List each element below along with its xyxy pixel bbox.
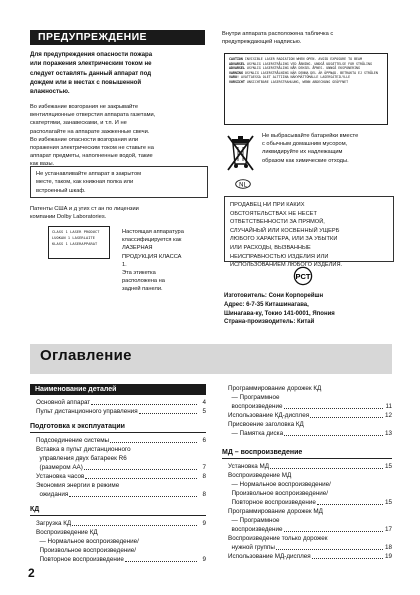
toc-entry-title: Присвоение заголовка КД <box>228 421 304 428</box>
toc-entry-page: 9 <box>202 520 206 527</box>
caution-label-plate <box>224 53 388 125</box>
caution-row-label: CAUTION <box>229 57 243 61</box>
toc-entry-title: — Программное <box>228 394 280 401</box>
toc-entry-page: 8 <box>202 491 206 498</box>
caution-row-label: VARO! <box>229 75 239 80</box>
dot-leader <box>284 531 383 532</box>
dot-leader <box>91 404 197 405</box>
contents-right-column <box>222 384 392 561</box>
manufacturer-line: Шинагава-ку, Токио 141-0001, Япония <box>224 310 335 317</box>
caution-row-text: USYNLIG LASERSTRÅLING VED ÅBNING. UNDGÅ UDSÆTTELSE FOR STRÅLING <box>246 61 372 66</box>
toc-entry-title: Экономия энергии в режиме <box>36 482 120 489</box>
toc-entry-title: Использование КД-дисплея <box>228 412 310 419</box>
toc-entry-last-line <box>36 555 206 564</box>
plate-intro-line: предупреждающей надписью. <box>222 39 302 46</box>
warning-body-line: Во избежание опасности возгорания или <box>30 136 139 143</box>
dot-leader <box>284 408 383 409</box>
warning-bold-text <box>30 50 210 96</box>
patent-line: компании Dolby Laboratories. <box>30 214 107 221</box>
toc-entry-title: Пульт дистанционного управления <box>36 408 138 415</box>
toc-entry-title: Установка МД <box>228 463 270 470</box>
toc-entry-title: Произвольное воспроизведение/ <box>228 490 329 497</box>
warning-body-text <box>30 103 210 169</box>
toc-entry-last-line <box>228 402 392 411</box>
caution-row-label: ADVARSEL <box>229 61 245 66</box>
toc-entry-title: — Нормальное воспроизведение/ <box>228 481 331 488</box>
toc-entry-page: 6 <box>202 437 206 444</box>
caution-row-text: AVATTAESSA OLET ALTTIINA NÄKYMÄTTÖMÄLLE LASERSÄTEILYLLE <box>240 75 351 80</box>
toc-entry[interactable] <box>222 471 392 507</box>
disclaimer-line: ИСПОЛЬЗОВАНИЕМ ЛЮБОГО ИЗДЕЛИЯ. <box>230 262 343 269</box>
manufacturer-line: Страна-производитель: Китай <box>224 319 315 326</box>
warning-bold-line: дождем или в местах с повышенной <box>30 78 142 86</box>
toc-entry-page: 19 <box>384 553 392 560</box>
dot-leader <box>85 478 197 479</box>
section-heading-setup: Подготовка к эксплуатации <box>30 422 206 433</box>
pct-certification-icon <box>293 266 313 286</box>
toc-entry-title: Использование МД-дисплея <box>228 553 311 560</box>
toc-entry-title: воспроизведение <box>228 526 283 533</box>
battery-text-line: ликвидируйте их надлежащим <box>262 149 343 156</box>
crossed-out-bin-icon <box>224 130 257 174</box>
toc-entry-title: Основной аппарат <box>36 399 91 406</box>
toc-entry-title: — Памятка диска <box>228 430 284 437</box>
toc-entry-title: управления двух батареек R6 <box>36 455 127 462</box>
battery-text-line: с обычным домашним мусором, <box>262 141 348 148</box>
toc-entry-title: Произвольное воспроизведение/ <box>36 547 137 554</box>
toc-entry-title: нужной группы <box>228 544 275 551</box>
toc-entry-page: 12 <box>384 412 392 419</box>
warning-body-line: как вазы. <box>30 161 55 168</box>
installation-notice-line: месте, таком, как книжная полка или <box>36 179 134 186</box>
toc-entry[interactable] <box>30 472 206 481</box>
section-heading-cd: КД <box>30 505 206 516</box>
plate-intro-line: Внутри аппарата расположена табличка с <box>222 31 334 37</box>
warning-body-line: Во избежание возгорания не закрывайте <box>30 104 139 110</box>
toc-entry-title: воспроизведение <box>228 403 283 410</box>
toc-entry-title: Загрузка КД <box>36 520 72 527</box>
manufacturer-line: Адрес: 6-7-35 Киташинагава, <box>224 301 309 308</box>
warning-bold-line: влажностью. <box>30 88 70 96</box>
toc-entry-page: 17 <box>384 526 392 533</box>
toc-entry[interactable] <box>222 507 392 534</box>
toc-entry-title: Повторное воспроизведение <box>228 499 316 506</box>
dot-leader <box>72 525 197 526</box>
nl-mark-icon <box>235 176 251 189</box>
toc-entry[interactable] <box>222 534 392 552</box>
warning-body-line: скатертями, занавесками, и т.п. И не <box>30 120 127 127</box>
disclaimer-line: ОБСТОЯТЕЛЬСТВАХ НЕ НЕСЕТ <box>230 210 317 217</box>
page-number: 2 <box>28 566 35 580</box>
toc-entry-page: 7 <box>202 464 206 471</box>
disclaimer-line: ЛЮБОГО ХАРАКТЕРА, ИЛИ ЗА УБЫТКИ <box>230 236 338 243</box>
caution-row-text: UNSICHTBARE LASERSTRAHLUNG, WENN ABDECKUNG GEÖFFNET <box>246 79 349 84</box>
toc-entry[interactable] <box>30 398 206 407</box>
toc-entry-title: (размером AA) <box>36 464 83 471</box>
warning-bold-line: следует оставлять данный аппарат под <box>30 69 152 77</box>
dot-leader <box>270 468 383 469</box>
caution-row-text: USYNLIG LASERSTRÅLING NÅR DEKSEL ÅPNES. UNNGÅ EKSPONERING <box>246 66 361 71</box>
caution-row-label: VORSICHT <box>229 79 245 84</box>
caution-row <box>229 80 383 85</box>
manufacturer-line: Изготовитель: Сони Корпорейшн <box>224 293 324 299</box>
toc-entry-title: Вставка в пульт дистанционного <box>36 446 131 453</box>
toc-entry-last-line <box>36 463 206 472</box>
nl-mark-text: NL <box>239 182 247 189</box>
dot-leader <box>110 442 197 443</box>
disclaimer-line: ПРОДАВЕЦ НИ ПРИ КАКИХ <box>230 202 305 208</box>
dot-leader <box>312 558 383 559</box>
toc-entry-last-line <box>228 543 392 552</box>
toc-entry[interactable] <box>30 519 206 528</box>
battery-text-line: образом как химические отходы. <box>262 157 349 164</box>
toc-entry[interactable] <box>30 445 206 472</box>
warning-body-line: поражения электрическим током не ставьте на <box>30 145 154 152</box>
laser-text-line: ЛАЗЕРНАЯ <box>122 245 153 252</box>
caution-row-label: VARNING <box>229 70 243 75</box>
section-heading-md-playback: МД – воспроизведение <box>222 448 392 459</box>
laser-class-text <box>122 228 210 294</box>
warning-plate-intro <box>222 30 397 46</box>
toc-entry-page: 8 <box>202 473 206 480</box>
toc-entry[interactable] <box>30 407 206 416</box>
laser-text-line: задней панели. <box>122 286 163 293</box>
laser-text-line: Эта этикетка <box>122 270 156 277</box>
laser-label-line: KLASS 1 LASERAPPARAT <box>52 241 98 246</box>
dot-leader <box>69 496 197 497</box>
toc-entry-page: 15 <box>384 499 392 506</box>
toc-entry-title: Воспроизведение только дорожек <box>228 535 328 542</box>
installation-notice-line: Не устанавливайте аппарат в закрытом <box>36 171 142 177</box>
toc-entry-title: Воспроизведение МД <box>228 472 292 479</box>
toc-entry-title: — Нормальное воспроизведение/ <box>36 538 139 545</box>
toc-entry-page: 18 <box>384 544 392 551</box>
toc-entry-page: 4 <box>202 399 206 406</box>
warning-bold-line: или поражения электрическим током не <box>30 60 152 68</box>
battery-text-line: Не выбрасывайте батарейки вместе <box>262 133 359 139</box>
toc-entry-title: Повторное воспроизведение <box>36 556 124 563</box>
laser-text-line: классифицируется как <box>122 237 182 244</box>
toc-entry-title: ожидания <box>36 491 69 498</box>
toc-entry[interactable] <box>222 411 392 420</box>
toc-entry-last-line <box>228 498 392 507</box>
disclaimer-line: НЕИСПРАВНОСТЬЮ ИЗДЕЛИЯ ИЛИ <box>230 253 329 260</box>
disclaimer-line: ИЛИ РАСХОДЫ, ВЫЗВАННЫЕ <box>230 244 311 251</box>
toc-entry-title: — Программное <box>228 517 280 524</box>
dot-leader <box>310 417 383 418</box>
laser-label-line: LUOKAN 1 LASERLAITE <box>52 235 96 240</box>
dot-leader <box>276 549 383 550</box>
toc-entry-page: 15 <box>384 463 392 470</box>
toc-entry[interactable] <box>30 528 206 564</box>
toc-entry-last-line <box>36 490 206 499</box>
warning-body-line: аппарат предметы, наполненные водой, такие <box>30 153 153 160</box>
toc-entry-page: 13 <box>384 430 392 437</box>
section-heading-parts: Наименование деталей <box>30 384 206 395</box>
caution-row-text: INVISIBLE LASER RADIATION WHEN OPEN. AVOID EXPOSURE TO BEAM <box>244 57 363 61</box>
dot-leader <box>84 469 197 470</box>
toc-entry[interactable] <box>222 552 392 561</box>
toc-entry-last-line <box>228 429 392 438</box>
toc-entry-title: Установка часов <box>36 473 85 480</box>
nl-mark-shape <box>235 179 251 189</box>
toc-entry-last-line <box>228 525 392 534</box>
caution-row-text: OSYNLIG LASERSTRÅLNING NÄR DENNA DEL ÄR ÖPPNAD. BETRAKTA EJ STRÅLEN <box>244 70 378 75</box>
dot-leader <box>317 504 383 505</box>
battery-disposal-text <box>262 132 392 165</box>
laser-class-label <box>48 226 110 259</box>
warning-body-line: располагайте на аппарате зажженные свечи. <box>30 128 150 135</box>
dot-leader <box>284 435 383 436</box>
toc-entry-title: Воспроизведение КД <box>36 529 98 536</box>
laser-text-line: расположена на <box>122 278 165 285</box>
pct-mark-text: PCT <box>295 272 311 281</box>
warning-banner: ПРЕДУПРЕЖДЕНИЕ <box>30 30 205 45</box>
toc-entry-title: Программирование дорожек МД <box>228 508 323 515</box>
warning-body-line: вентиляционные отверстия аппарата газетами, <box>30 112 156 119</box>
contents-title: Оглавление <box>40 347 132 364</box>
laser-text-line: ПРОДУКЦИЯ КЛАССА <box>122 253 182 260</box>
toc-entry-page: 11 <box>385 403 392 410</box>
toc-entry-title: Подсоединение системы <box>36 437 110 444</box>
toc-entry[interactable] <box>222 420 392 438</box>
patent-notice <box>30 205 210 221</box>
patent-line: Патенты США и д угих ст ан по лицензии <box>30 206 139 212</box>
toc-entry[interactable] <box>222 462 392 471</box>
manufacturer-info <box>224 292 399 327</box>
installation-notice-box <box>30 166 208 198</box>
warning-bold-line: Для предупреждения опасности пожара <box>30 51 153 58</box>
laser-label-line: CLASS 1 LASER PRODUCT <box>52 230 100 234</box>
toc-entry-page: 5 <box>202 408 206 415</box>
dot-leader <box>125 561 197 562</box>
caution-row-label: ADVARSEL <box>229 66 245 71</box>
laser-text-line: Настоящая аппаратура <box>122 229 184 235</box>
toc-entry-title: Программирование дорожек КД <box>228 385 322 392</box>
dot-leader <box>139 413 197 414</box>
contents-left-column <box>30 384 206 564</box>
toc-entry-page: 9 <box>202 556 206 563</box>
disclaimer-line: СЛУЧАЙНЫЙ ИЛИ КОСВЕННЫЙ УЩЕРБ <box>230 227 340 234</box>
disclaimer-line: ОТВЕТСТВЕННОСТИ ЗА ПРЯМОЙ, <box>230 219 325 226</box>
liability-disclaimer-box <box>224 196 394 269</box>
toc-entry[interactable] <box>222 384 392 411</box>
toc-entry[interactable] <box>30 481 206 499</box>
toc-entry[interactable] <box>30 436 206 445</box>
installation-notice-line: встроенный шкаф. <box>36 187 86 194</box>
laser-text-line: 1. <box>122 261 127 268</box>
